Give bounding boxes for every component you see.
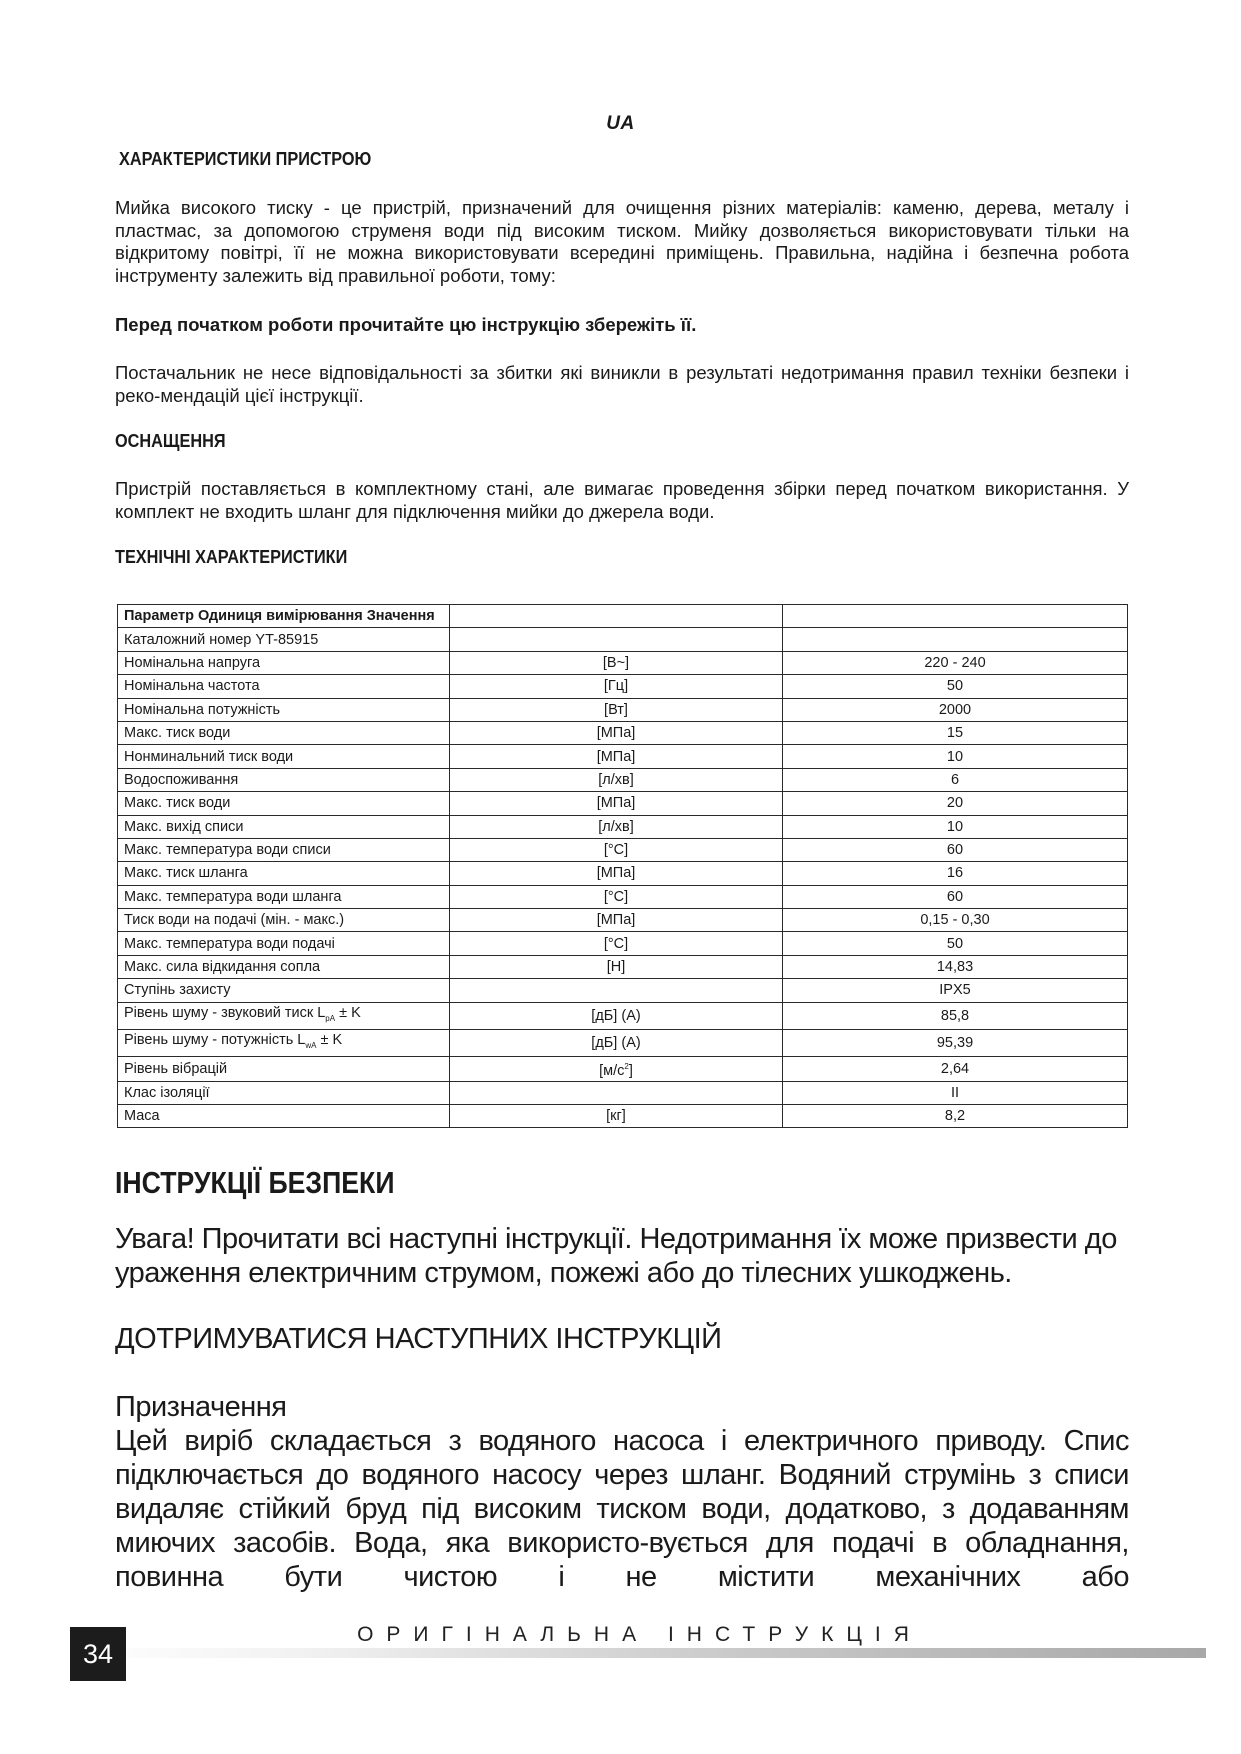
table-row <box>118 745 1128 768</box>
table-row <box>118 862 1128 885</box>
table-row <box>118 651 1128 674</box>
param-cell: Макс. температура води списи <box>118 838 450 861</box>
safety-title: ІНСТРУКЦІЇ БЕЗПЕКИ <box>115 1165 395 1200</box>
value-cell: 220 - 240 <box>783 651 1128 674</box>
value-cell: 15 <box>783 721 1128 744</box>
table-row-noise-pressure <box>118 1002 1128 1029</box>
unit-cell: [дБ] (A) <box>450 1002 783 1029</box>
param-cell: Маса <box>118 1105 450 1128</box>
value-cell: 0,15 - 0,30 <box>783 909 1128 932</box>
param-cell: Номінальна напруга <box>118 651 450 674</box>
unit-cell: [л/хв] <box>450 815 783 838</box>
table-row <box>118 932 1128 955</box>
supplier-disclaimer: Постачальник не несе відповідальності за збитки які виникли в результаті недотримання правил техніки безпеки і реко-мендацій цієї інструкції. <box>115 362 1129 406</box>
param-cell: Макс. температура води шланга <box>118 885 450 908</box>
unit-cell: [л/хв] <box>450 768 783 791</box>
table-header-row <box>118 605 1128 628</box>
table-row <box>118 768 1128 791</box>
unit-cell: [МПа] <box>450 909 783 932</box>
value-cell: 60 <box>783 885 1128 908</box>
unit-cell: [МПа] <box>450 862 783 885</box>
value-cell: II <box>783 1081 1128 1104</box>
catalog-number: Каталожний номер YT-85915 <box>118 628 450 651</box>
param-cell: Макс. тиск шланга <box>118 862 450 885</box>
value-cell: 14,83 <box>783 955 1128 978</box>
table-row <box>118 979 1128 1002</box>
language-code: UA <box>606 113 635 134</box>
value-cell: 60 <box>783 838 1128 861</box>
table-row <box>118 909 1128 932</box>
param-cell: Тиск води на подачі (мін. - макс.) <box>118 909 450 932</box>
param-cell: Номінальна потужність <box>118 698 450 721</box>
table-row-insulation <box>118 1081 1128 1104</box>
unit-cell: [В~] <box>450 651 783 674</box>
section-title-equipment: ОСНАЩЕННЯ <box>115 430 226 451</box>
param-cell: Макс. тиск води <box>118 721 450 744</box>
unit-cell: [Гц] <box>450 675 783 698</box>
table-row-catalog <box>118 628 1128 651</box>
unit-cell: [МПа] <box>450 792 783 815</box>
purpose-text: Цей виріб складається з водяного насоса і електричного приводу. Спис підключається до водяного насосу через шланг. Водяний струмінь з списи видаляє стійкий бруд під високим тиском води, додатково, з додаванням миючих засобів. Вода, яка використо-вується для подачі в обладнання, повинна бути чистою і не містити механічних або <box>115 1425 1129 1593</box>
characteristics-paragraph: Мийка високого тиску - це пристрій, призначений для очищення різних матеріалів: каменю, дерева, металу і пластмас, за допомогою струменя води під високим тиском. Мийку дозволяється використовувати тільки на відкритому повітрі, її не можна використовувати всередині приміщень. Правильна, надійна і безпечна робота інструменту залежить від правильної роботи, тому: <box>115 197 1129 286</box>
unit-cell: [МПа] <box>450 745 783 768</box>
value-cell: 10 <box>783 745 1128 768</box>
section-title-characteristics: ХАРАКТЕРИСТИКИ ПРИСТРОЮ <box>119 148 372 169</box>
read-instructions-warning: Перед початком роботи прочитайте цю інструкцію збережіть її. <box>115 314 697 335</box>
unit-cell: $[м/с^2]$ <box>450 1056 783 1081</box>
param-cell: Макс. сила відкидання сопла <box>118 955 450 978</box>
unit-cell: [дБ] (A) <box>450 1029 783 1056</box>
purpose-title: Призначення <box>115 1391 287 1423</box>
param-cell: Номінальна частота <box>118 675 450 698</box>
table-row <box>118 698 1128 721</box>
param-cell: Рівень шуму - звуковий тиск $L_{pA} \pm K$ <box>118 1002 450 1029</box>
unit-cell: [Вт] <box>450 698 783 721</box>
table-header-cell: Параметр Одиниця вимірювання Значення <box>118 605 450 628</box>
unit-cell <box>450 979 783 1002</box>
param-cell: Ступінь захисту <box>118 979 450 1002</box>
section-title-tech-specs: ТЕХНІЧНІ ХАРАКТЕРИСТИКИ <box>115 546 348 567</box>
param-cell: Рівень шуму - потужність $L_{wA} \pm K$ <box>118 1029 450 1056</box>
value-cell: 2000 <box>783 698 1128 721</box>
table-row <box>118 838 1128 861</box>
table-row <box>118 955 1128 978</box>
value-cell: 50 <box>783 932 1128 955</box>
unit-cell: [°C] <box>450 885 783 908</box>
value-cell: 6 <box>783 768 1128 791</box>
param-cell: Нонминальний тиск води <box>118 745 450 768</box>
value-cell: 16 <box>783 862 1128 885</box>
specs-table <box>117 604 1128 1128</box>
table-row-vibration <box>118 1056 1128 1081</box>
table-row <box>118 721 1128 744</box>
value-cell: 8,2 <box>783 1105 1128 1128</box>
unit-cell: [°C] <box>450 838 783 861</box>
param-cell: Клас ізоляції <box>118 1081 450 1104</box>
table-row <box>118 885 1128 908</box>
footer-gradient-bar <box>70 1648 1206 1658</box>
follow-instructions: ДОТРИМУВАТИСЯ НАСТУПНИХ ІНСТРУКЦІЙ <box>115 1323 722 1355</box>
value-cell: 95,39 <box>783 1029 1128 1056</box>
param-cell: Макс. вихід списи <box>118 815 450 838</box>
table-row-noise-power <box>118 1029 1128 1056</box>
value-cell: 10 <box>783 815 1128 838</box>
table-row <box>118 815 1128 838</box>
safety-warning: Увага! Прочитати всі наступні інструкції. Недотримання їх може призвести до ураження електричним струмом, пожежі або до тілесних ушкоджень. <box>115 1223 1117 1289</box>
unit-cell: [Н] <box>450 955 783 978</box>
unit-cell: [МПа] <box>450 721 783 744</box>
table-row <box>118 792 1128 815</box>
param-cell: Макс. тиск води <box>118 792 450 815</box>
equipment-paragraph: Пристрій поставляється в комплектному стані, але вимагає проведення збірки перед початком використання. У комплект не входить шланг для підключення мийки до джерела води. <box>115 478 1129 522</box>
unit-cell: [кг] <box>450 1105 783 1128</box>
value-cell: IPX5 <box>783 979 1128 1002</box>
param-cell: Рівень вібрацій <box>118 1056 450 1081</box>
value-cell: 85,8 <box>783 1002 1128 1029</box>
value-cell: 2,64 <box>783 1056 1128 1081</box>
param-cell: Макс. температура води подачі <box>118 932 450 955</box>
param-cell: Водоспоживання <box>118 768 450 791</box>
footer-original-instruction: ОРИГІНАЛЬНА ІНСТРУКЦІЯ <box>357 1623 922 1646</box>
table-row-mass <box>118 1105 1128 1128</box>
value-cell: 50 <box>783 675 1128 698</box>
table-row <box>118 675 1128 698</box>
unit-cell: [°C] <box>450 932 783 955</box>
unit-cell <box>450 1081 783 1104</box>
value-cell: 20 <box>783 792 1128 815</box>
page-number: 34 <box>70 1627 126 1681</box>
